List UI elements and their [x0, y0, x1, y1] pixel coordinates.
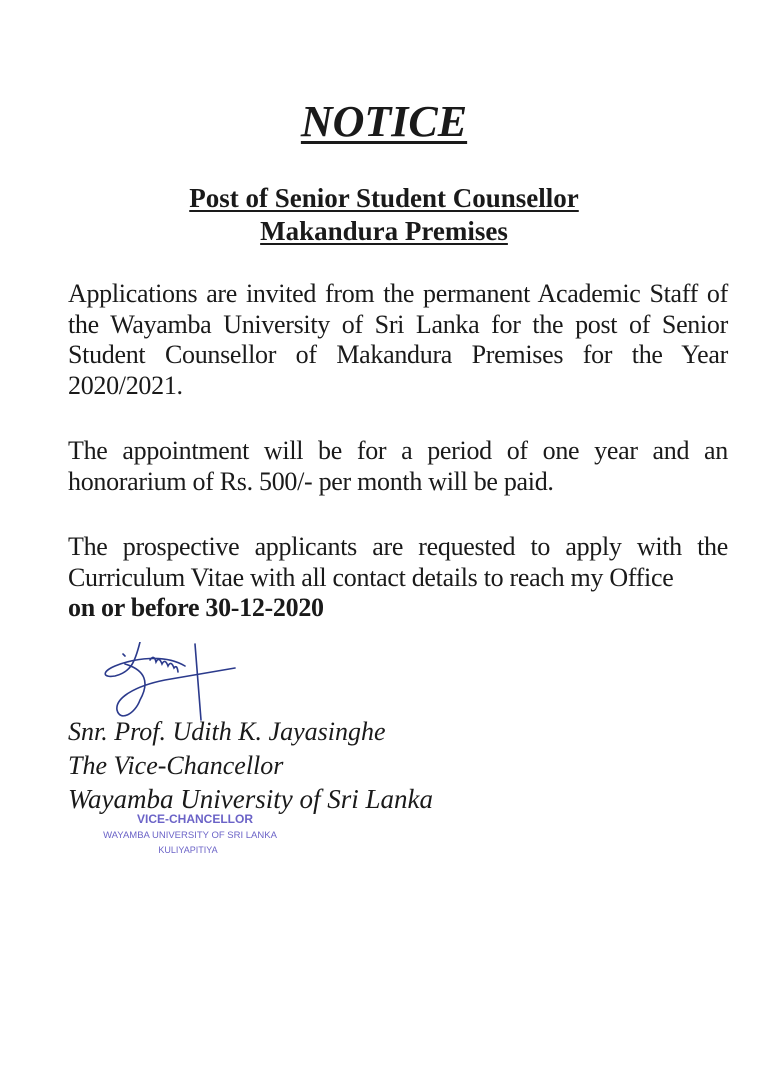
notice-title — [0, 96, 768, 148]
subtitle-post — [0, 182, 768, 214]
paragraph-invitation: Applications are invited from the permanent Academic Staff of the Wayamba University of Sri Lanka for the post of Senior Student Counsellor of Makandura Premises for the Year 2020/2021. — [68, 279, 728, 400]
signatory-institution: Wayamba University of Sri Lanka — [68, 784, 433, 814]
deadline: on or before 30-12-2020 — [68, 593, 324, 622]
stamp-location: KULIYAPITIYA — [158, 845, 218, 855]
paragraph-appointment: The appointment will be for a period of one year and an honorarium of Rs. 500/- per month will be paid. — [68, 436, 728, 496]
notice-title-text: NOTICE — [300, 97, 468, 146]
signatory-name: Snr. Prof. Udith K. Jayasinghe — [68, 717, 386, 746]
stamp-university: WAYAMBA UNIVERSITY OF SRI LANKA — [103, 830, 277, 841]
application-instructions: The prospective applicants are requested to apply with the Curriculum Vitae with all contact details to reach my Office — [68, 532, 728, 592]
stamp-title: VICE-CHANCELLOR — [137, 812, 253, 826]
signatory-position: The Vice-Chancellor — [68, 751, 284, 780]
paragraph-application — [68, 532, 728, 624]
subtitle-premises — [0, 215, 768, 247]
subtitle-post-text: Post of Senior Student Counsellor — [189, 183, 579, 213]
subtitle-premises-text: Makandura Premises — [260, 216, 508, 246]
